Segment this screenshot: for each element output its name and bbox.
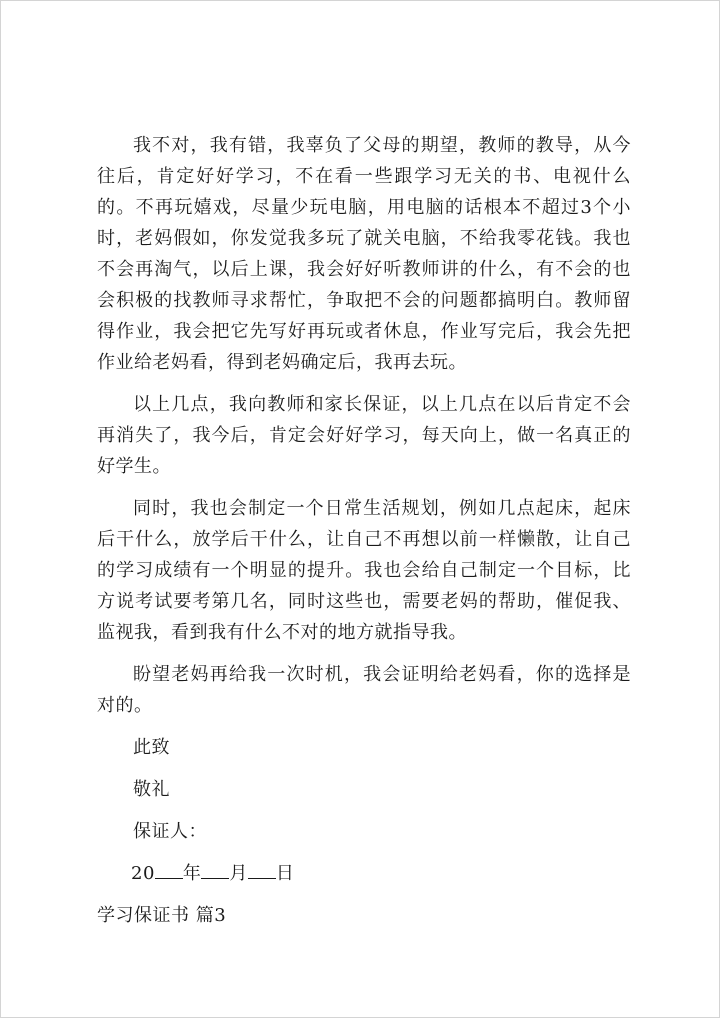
document-body — [97, 130, 631, 931]
closing-salutation: 此致 — [133, 737, 170, 758]
day-blank — [248, 858, 276, 879]
guarantor-label: 保证人： — [133, 821, 207, 842]
date-year-label: 年 — [182, 863, 202, 884]
paragraph-4: 盼望老妈再给我一次时机，我会证明给老妈看，你的选择是对的。 — [97, 664, 631, 716]
date-day-label: 日 — [275, 863, 295, 884]
date-line — [97, 858, 631, 889]
next-section-title: 学习保证书 篇3 — [97, 905, 227, 926]
month-blank — [201, 858, 229, 879]
paragraph-1: 我不对，我有错，我辜负了父母的期望，教师的教导，从今往后，肯定好好学习，不在看一些跟学习无关的书、电视什么的。不再玩嬉戏，尽量少玩电脑，用电脑的话根本不超过3个小时，老妈假如，你发觉我多玩了就关电脑，不给我零花钱。我也不会再淘气，以后上课，我会好好听教师讲的什么，有不会的也会积极的找教师寻求帮忙，争取把不会的问题都搞明白。教师留得作业，我会把它先写好再玩或者休息，作业写完后，我会先把作业给老妈看，得到老妈确定后，我再去玩。 — [97, 135, 631, 373]
paragraph-2: 以上几点，我向教师和家长保证，以上几点在以后肯定不会再消失了，我今后，肯定会好好学习，每天向上，做一名真正的好学生。 — [97, 394, 631, 477]
date-month-label: 月 — [229, 863, 248, 884]
closing-respect: 敬礼 — [133, 779, 170, 800]
year-blank — [155, 858, 183, 879]
paragraph-3: 同时，我也会制定一个日常生活规划，例如几点起床，起床后干什么，放学后干什么，让自己不再想以前一样懒散，让自己的学习成绩有一个明显的提升。我也会给自己制定一个目标，比方说考试要考第几名，同时这些也，需要老妈的帮助，催促我、监视我，看到我有什么不对的地方就指导我。 — [97, 498, 631, 643]
date-prefix: 20 — [131, 863, 155, 884]
